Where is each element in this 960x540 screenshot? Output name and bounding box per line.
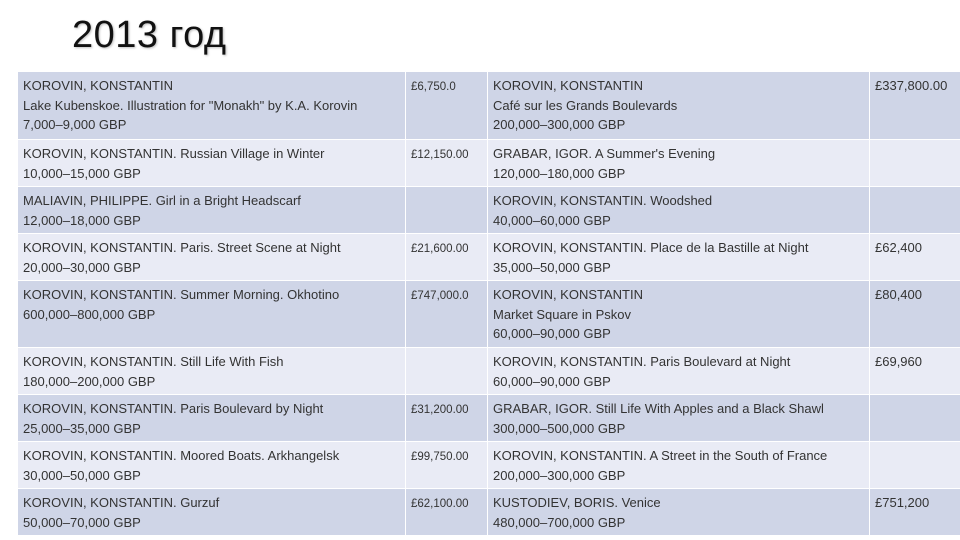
lot-left	[18, 281, 406, 348]
lot-right-line: KOROVIN, KONSTANTIN	[493, 78, 643, 93]
price-right: £80,400	[870, 281, 960, 348]
lot-left	[18, 348, 406, 395]
table-body	[18, 72, 960, 536]
lot-right-line: 200,000–300,000 GBP	[493, 467, 626, 483]
price-left: £6,750.0	[406, 72, 488, 140]
table-row	[18, 234, 960, 281]
lot-left-line: 25,000–35,000 GBP	[23, 420, 141, 436]
lot-right-line: 200,000–300,000 GBP	[493, 117, 626, 132]
table-row	[18, 187, 960, 234]
price-right	[870, 140, 960, 187]
lot-left-line: Lake Kubenskoe. Illustration for "Monakh" by K.A. Korovin	[23, 97, 358, 113]
price-left	[406, 187, 488, 234]
lot-right-line: KOROVIN, KONSTANTIN. A Street in the South of France	[493, 448, 828, 463]
price-right	[870, 187, 960, 234]
lot-left-line: 10,000–15,000 GBP	[23, 165, 141, 181]
lot-right	[488, 281, 870, 348]
lot-left-line: 20,000–30,000 GBP	[23, 259, 141, 275]
page-title: 2013 год	[72, 14, 227, 56]
lot-right-line: 35,000–50,000 GBP	[493, 259, 611, 275]
price-left	[406, 348, 488, 395]
lot-right	[488, 187, 870, 234]
table-row	[18, 72, 960, 140]
lot-right-line: GRABAR, IGOR. Still Life With Apples and a Black Shawl	[493, 401, 824, 416]
price-left: £31,200.00	[406, 395, 488, 442]
lot-left	[18, 187, 406, 234]
lot-right-line: 300,000–500,000 GBP	[493, 420, 626, 436]
price-right: £69,960	[870, 348, 960, 395]
lot-right-line: KUSTODIEV, BORIS. Venice	[493, 495, 661, 510]
lot-right	[488, 442, 870, 489]
table-row	[18, 395, 960, 442]
lot-left-line: KOROVIN, KONSTANTIN. Summer Morning. Okhotino	[23, 287, 340, 302]
lot-right	[488, 72, 870, 140]
lot-right-line: KOROVIN, KONSTANTIN. Place de la Bastille at Night	[493, 240, 809, 255]
lot-left-line: 12,000–18,000 GBP	[23, 212, 141, 228]
table-row	[18, 489, 960, 536]
lot-right-line: 60,000–90,000 GBP	[493, 373, 611, 389]
table-row	[18, 442, 960, 489]
table-row	[18, 281, 960, 348]
lot-left	[18, 234, 406, 281]
lot-right	[488, 348, 870, 395]
price-right	[870, 442, 960, 489]
table-row	[18, 140, 960, 187]
price-left: £12,150.00	[406, 140, 488, 187]
lot-left-line: KOROVIN, KONSTANTIN. Still Life With Fish	[23, 354, 284, 369]
price-left: £21,600.00	[406, 234, 488, 281]
lot-right-line: 480,000–700,000 GBP	[493, 514, 626, 530]
lot-right-line: Café sur les Grands Boulevards	[493, 97, 678, 113]
lot-left-line: 600,000–800,000 GBP	[23, 306, 156, 322]
lot-right	[488, 140, 870, 187]
lot-right-line: KOROVIN, KONSTANTIN. Paris Boulevard at Night	[493, 354, 791, 369]
lot-left-line: MALIAVIN, PHILIPPE. Girl in a Bright Headscarf	[23, 193, 301, 208]
lot-left-line: KOROVIN, KONSTANTIN. Paris. Street Scene at Night	[23, 240, 341, 255]
lot-right-line: 120,000–180,000 GBP	[493, 165, 626, 181]
lot-right	[488, 234, 870, 281]
lot-right-line: KOROVIN, KONSTANTIN	[493, 287, 643, 302]
lot-right-line: 60,000–90,000 GBP	[493, 326, 611, 341]
lot-left-line: 50,000–70,000 GBP	[23, 514, 141, 530]
table-row	[18, 348, 960, 395]
lot-left-line: 180,000–200,000 GBP	[23, 373, 156, 389]
lot-right-line: 40,000–60,000 GBP	[493, 212, 611, 228]
lot-left	[18, 72, 406, 140]
auction-results-table	[17, 71, 960, 536]
lot-left-line: KOROVIN, KONSTANTIN. Moored Boats. Arkhangelsk	[23, 448, 340, 463]
lot-right	[488, 489, 870, 536]
lot-right-line: KOROVIN, KONSTANTIN. Woodshed	[493, 193, 713, 208]
lot-left-line: KOROVIN, KONSTANTIN. Paris Boulevard by Night	[23, 401, 324, 416]
lot-left-line: KOROVIN, KONSTANTIN. Gurzuf	[23, 495, 220, 510]
lot-left-line: 30,000–50,000 GBP	[23, 467, 141, 483]
lot-left	[18, 489, 406, 536]
price-right: £751,200	[870, 489, 960, 536]
lot-left-line: 7,000–9,000 GBP	[23, 117, 127, 132]
price-right: £62,400	[870, 234, 960, 281]
lot-left	[18, 442, 406, 489]
lot-right	[488, 395, 870, 442]
lot-left	[18, 140, 406, 187]
lot-right-line: GRABAR, IGOR. A Summer's Evening	[493, 146, 716, 161]
lot-left	[18, 395, 406, 442]
lot-left-line: KOROVIN, KONSTANTIN. Russian Village in Winter	[23, 146, 325, 161]
price-left: £99,750.00	[406, 442, 488, 489]
price-left: £747,000.0	[406, 281, 488, 348]
price-right: £337,800.00	[870, 72, 960, 140]
price-right	[870, 395, 960, 442]
lot-left-line: KOROVIN, KONSTANTIN	[23, 78, 173, 93]
lot-right-line: Market Square in Pskov	[493, 306, 632, 322]
price-left: £62,100.00	[406, 489, 488, 536]
